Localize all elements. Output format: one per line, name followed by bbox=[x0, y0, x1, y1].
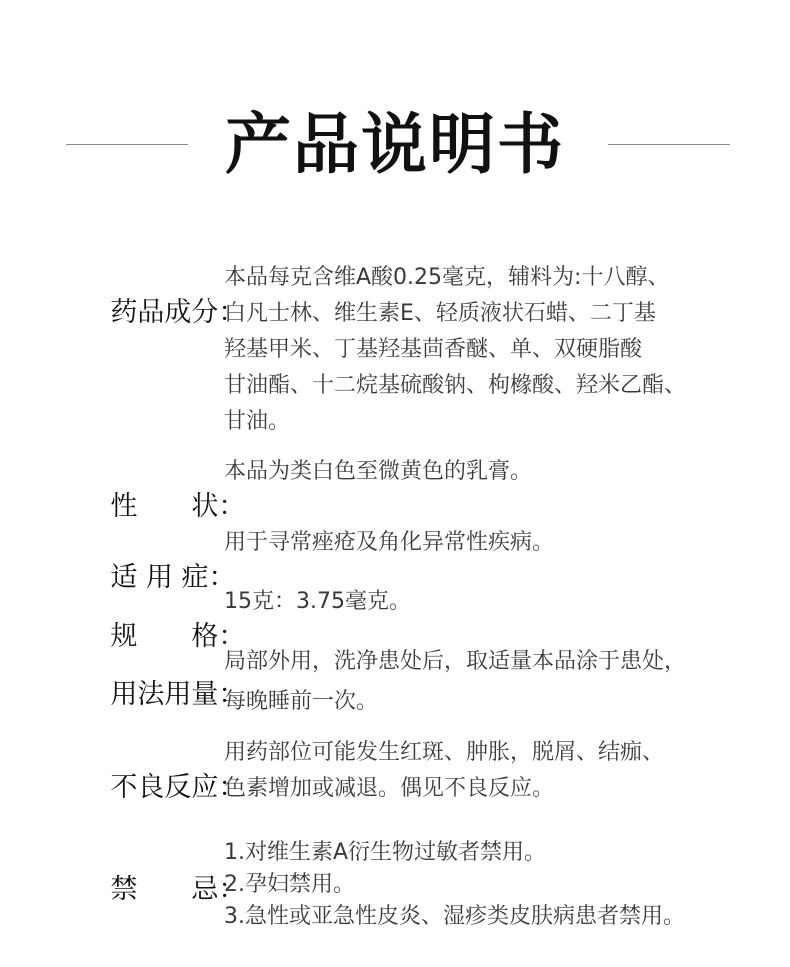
contraindications-label-text: 禁 忌： bbox=[110, 874, 246, 905]
section-content-adverse-reactions bbox=[224, 735, 769, 807]
section-content-dosage bbox=[224, 642, 769, 722]
adverse-reactions-label-text: 不良反应： bbox=[110, 772, 246, 803]
section-label-contraindications bbox=[76, 836, 246, 944]
section-label-adverse-reactions bbox=[76, 734, 246, 842]
content-line: 局部外用，洗净患处后，取适量本品涂于患处， bbox=[224, 649, 687, 674]
section-content-specification bbox=[224, 584, 769, 620]
dosage-label-text: 用法用量： bbox=[110, 679, 246, 710]
content-line: 每晚睡前一次。 bbox=[224, 689, 379, 714]
content-line: 本品每克含维A酸0.25毫克，辅料为:十八醇、 bbox=[224, 265, 670, 290]
section-label-ingredients bbox=[76, 259, 246, 367]
content-line: 色素增加或减退。偶见不良反应。 bbox=[224, 776, 555, 801]
content-line: 用于寻常痤疮及角化异常性疾病。 bbox=[224, 530, 555, 555]
appearance-label-text: 性 状： bbox=[110, 491, 246, 522]
indications-label-text: 适 用 症： bbox=[110, 562, 236, 593]
title-block bbox=[0, 100, 790, 190]
content-line: 用药部位可能发生红斑、肿胀，脱屑、结痂、 bbox=[224, 740, 665, 765]
content-line: 甘油酯、十二烷基硫酸钠、枸橼酸、羟米乙酯、 bbox=[224, 373, 687, 398]
content-line: 白凡士林、维生素E、轻质液状石蜡、二丁基 bbox=[224, 301, 656, 326]
content-line: 2.孕妇禁用。 bbox=[224, 872, 355, 897]
title-divider-right bbox=[608, 144, 730, 145]
section-content-appearance bbox=[224, 454, 769, 490]
section-content-contraindications bbox=[224, 837, 769, 933]
section-label-dosage bbox=[76, 641, 246, 749]
ingredients-label-text: 药品成分： bbox=[110, 297, 246, 328]
content-line: 本品为类白色至微黄色的乳膏。 bbox=[224, 459, 533, 484]
page-title: 产品说明书 bbox=[225, 106, 565, 183]
section-content-indications bbox=[224, 525, 769, 561]
section-content-ingredients bbox=[224, 260, 769, 440]
content-line: 甘油。 bbox=[224, 409, 291, 434]
content-line: 3.急性或亚急性皮炎、湿疹类皮肤病患者禁用。 bbox=[224, 904, 685, 929]
content-line: 羟基甲米、丁基羟基茴香醚、单、双硬脂酸 bbox=[224, 337, 643, 362]
content-line: 1.对维生素A衍生物过敏者禁用。 bbox=[224, 840, 547, 865]
content-line: 15克：3.75毫克。 bbox=[224, 589, 411, 614]
specification-label-text: 规 格： bbox=[110, 621, 246, 652]
